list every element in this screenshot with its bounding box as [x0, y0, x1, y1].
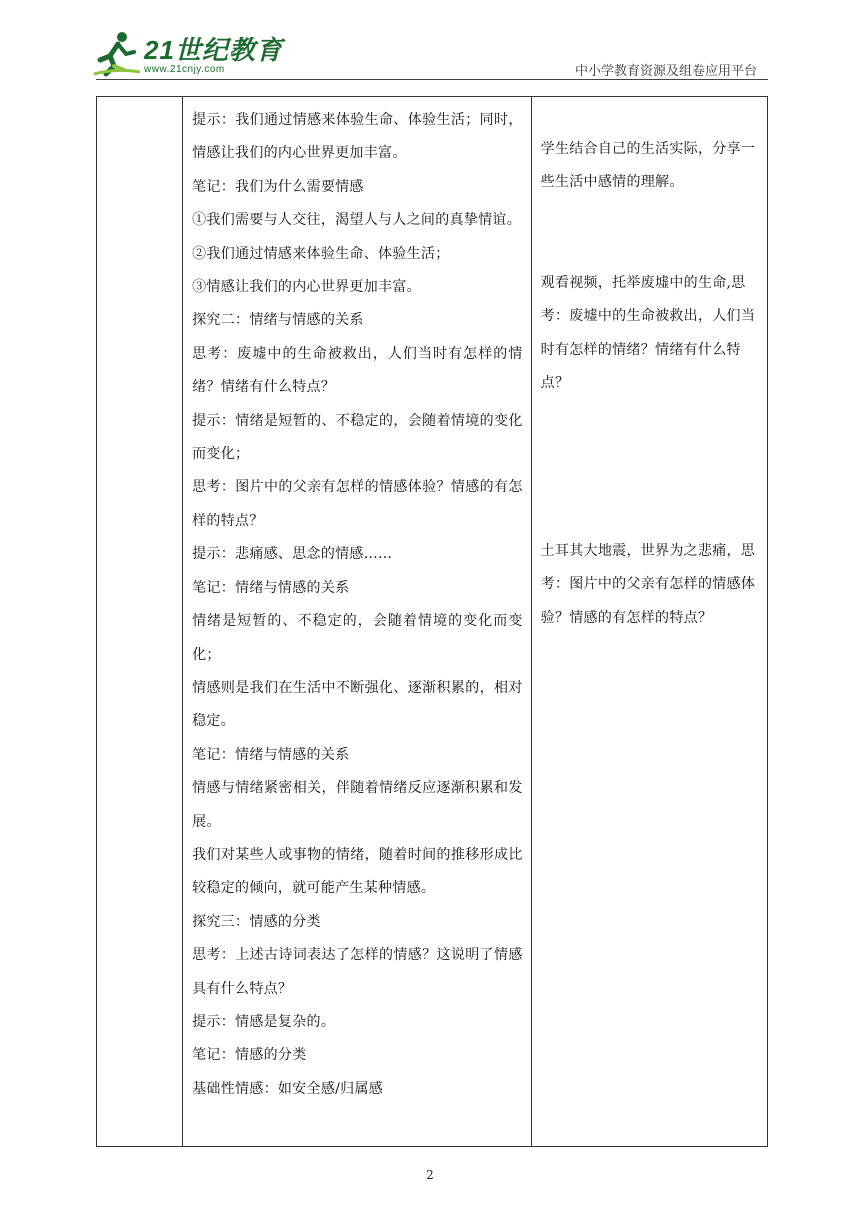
paragraph: ①我们需要与人交往，渴望人与人之间的真挚情谊。: [192, 212, 522, 229]
paragraph: 思考：上述古诗词表达了怎样的情感？这说明了情感具有什么特点？: [192, 947, 523, 997]
paragraph: ②我们通过情感来体验生命、体验生活；: [192, 245, 450, 262]
paragraph: 土耳其大地震，世界为之悲痛，思考：图片中的父亲有怎样的情感体验？情感的有怎样的特点？: [540, 543, 756, 626]
paragraph: 情绪是短暂的、不稳定的，会随着情境的变化而变化；: [192, 613, 523, 663]
student-activity-cell: [531, 97, 767, 1147]
paragraph: 探究二：情绪与情感的关系: [192, 312, 364, 329]
paragraph: 情感与情绪紧密相关，伴随着情绪反应逐渐积累和发展。: [192, 780, 523, 830]
paragraph: 我们对某些人或事物的情绪，随着时间的推移形成比较稳定的倾向，就可能产生某种情感。: [192, 846, 523, 897]
paragraph: 观看视频，托举废墟中的生命,思考：废墟中的生命被救出，人们当时有怎样的情绪？情绪有什么特点？: [540, 275, 756, 392]
paragraph: 提示：情感是复杂的。: [192, 1013, 336, 1030]
paragraph: 提示：我们通过情感来体验生命、体验生活；同时，情感让我们的内心世界更加丰富。: [192, 112, 523, 162]
paragraph: 学生结合自己的生活实际，分享一些生活中感情的理解。: [540, 141, 756, 191]
paragraph: 情感则是我们在生活中不断强化、逐渐积累的，相对稳定。: [192, 679, 523, 730]
header-divider: [96, 79, 768, 80]
paragraph: 笔记：情感的分类: [192, 1047, 307, 1064]
paragraph: 思考：废墟中的生命被救出，人们当时有怎样的情绪？情绪有什么特点？: [192, 345, 523, 396]
paragraph: 提示：悲痛感、思念的情感……: [192, 546, 393, 563]
logo-text: 21世纪教育: [144, 35, 283, 65]
paragraph: 笔记：我们为什么需要情感: [192, 178, 364, 195]
page-number: 2: [426, 1168, 434, 1182]
teacher-activity-cell: [183, 97, 532, 1147]
table-row: [97, 97, 768, 1147]
paragraph: ③情感让我们的内心世界更加丰富。: [192, 279, 421, 296]
runner-logo-icon: [92, 30, 142, 78]
logo-url: www.21cnjy.com: [144, 64, 225, 75]
paragraph: 笔记：情绪与情感的关系: [192, 579, 350, 596]
paragraph: 探究三：情感的分类: [192, 913, 321, 930]
lesson-table: [96, 96, 768, 1147]
paragraph: 提示：情绪是短暂的、不稳定的，会随着情境的变化而变化；: [192, 412, 523, 463]
paragraph: 思考：图片中的父亲有怎样的情感体验？情感的有怎样的特点？: [192, 479, 523, 529]
left-cell: [97, 97, 183, 1147]
page-header: [0, 0, 860, 90]
paragraph: 基础性情感：如安全感/归属感: [192, 1080, 384, 1097]
platform-title: 中小学教育资源及组卷应用平台: [574, 64, 757, 79]
logo: [92, 30, 283, 80]
paragraph: 笔记：情绪与情感的关系: [192, 746, 350, 763]
